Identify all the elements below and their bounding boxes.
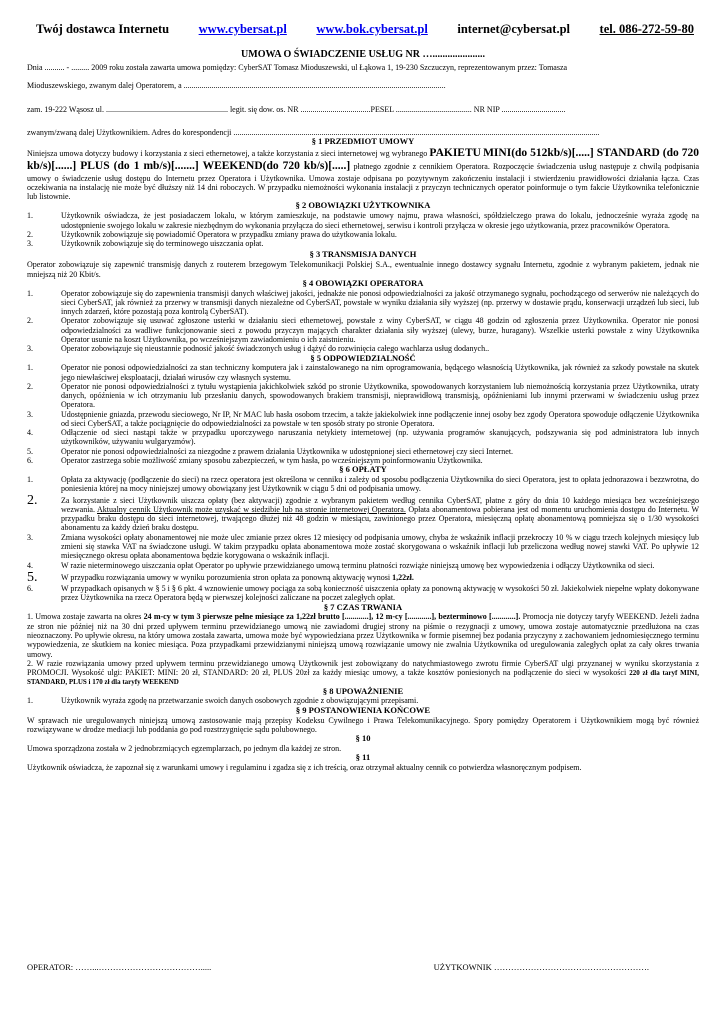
list-item: [27, 456, 699, 465]
item-number: 3.: [27, 239, 33, 249]
s6-list: [27, 475, 699, 602]
section-heading: § 6 OPŁATY: [339, 464, 387, 475]
item-text: W razie nieterminowego uiszczania opłat Operator po upływie przewidzianego umową terminu płatności rozwiąże niniejszą umowę bez wypowiedzenia i odłączy Użytkownika od sieci.: [61, 560, 655, 570]
item-text: Użytkownik zobowiązuje się do terminowego uiszczania opłat.: [61, 239, 264, 249]
phone-number: tel. 086-272-59-80: [599, 22, 694, 36]
section-heading: § 3 TRANSMISJA DANYCH: [309, 249, 417, 260]
item-text: Udostępnienie gniazda, przewodu sieciowego, Nr IP, Nr MAC lub hasła osobom trzecim, a także jakiekolwiek inne podłączenie innej osoby bez zgody Operatora spowoduje odłączenie Użytkownika od sieci CyberSAT, a także pociągnięcie do odpowiedzialności za powstałe w ten sposób straty po stronie Operatora.: [61, 409, 699, 428]
item-number: 1.: [27, 211, 33, 221]
s1-package-options: MINI(do 512kb/s)[.....] STANDARD (do 720 kb/s)[......] PLUS (do 1 mb/s)[.......] WEEKEND(do 720 kb/s)[.....]: [27, 147, 699, 173]
intro-line-4: zwanym/zwaną dalej Użytkownikiem. Adres do korespondencji .......................................................................................................................................................................................: [27, 127, 600, 137]
s1-paragraph: [27, 147, 699, 201]
item-number: 1.: [27, 696, 33, 706]
s8-list: [27, 696, 699, 705]
contract-body: [0, 37, 724, 773]
s10-paragraph: Umowa sporządzona została w 2 jednobrzmiących egzemplarzach, po jednym dla każdej ze stron.: [27, 743, 342, 753]
list-item: [27, 475, 699, 494]
item-number: 2.: [27, 229, 33, 239]
s1-text-b: płatnego zgodnie z cennikiem Operatora. Rozpoczęcie świadczenia usług następuje z chwilą podpisania umowy o świadczenie usług dostępu do Internetu przez Operatora i Użytkownika. Umowa zostaje odpisana po pozytywnym zakończeniu instalacji i stwierdzeniu prawidłowości działania łącza. Czas oczekiwania na instalację nie może być dłuższy niż 14 dni roboczych. W przypadku niemożności wykonania instalacji z przyczyn technicznych operator poinformuje o tym fakcie Użytkownika telefonicznie lub listownie.: [27, 162, 699, 202]
section-heading: § 8 UPOWAŻNIENIE: [322, 685, 404, 696]
item-text: Operator zobowiązuje się nieustannie podnosić jakość świadczonych usług i dążyć do rozwinięcia całego wachlarza usług dodanych..: [61, 344, 490, 354]
s7-paragraph-1: [27, 612, 699, 658]
section-heading: § 2 OBOWIĄZKI UŻYTKOWNIKA: [295, 200, 431, 211]
section-heading: § 7 CZAS TRWANIA: [323, 601, 403, 612]
item-text: Użytkownik zobowiązuje się powiadomić Operatora w przypadku zmiany prawa do użytkowania lokalu.: [61, 229, 397, 239]
item-number: 1.: [27, 288, 33, 298]
s5-list: [27, 363, 699, 465]
item-text: W przypadkach opisanych w § 5 i § 6 pkt. 4 wznowienie umowy pociąga za sobą konieczność uiszczenia opłaty za ponowną aktywację w wysokości 50 zł. Jakiekolwiek niepełne wpłaty dokonywane przez Użytkownika na rzecz Operatora będą w pierwszej kolejności zaliczane na poczet zaległych opłat.: [61, 584, 699, 603]
list-item: [27, 533, 699, 561]
pricelist-note: Aktualny cennik Użytkownik może uzyskać w siedzibie lub na stronie internetowej Operatora.: [97, 504, 406, 514]
s2-list: [27, 211, 699, 248]
list-item: [27, 447, 699, 456]
email-address: internet@cybersat.pl: [457, 22, 571, 36]
item-text: W przypadku rozwiązania umowy w wyniku porozumienia stron opłata za ponowną aktywację wynosi: [61, 572, 391, 582]
operator-signature-line: OPERATOR: ……...……………………………….....: [27, 962, 212, 972]
list-item: [27, 316, 699, 344]
item-text: Operator nie ponosi odpowiedzialności za stan techniczny komputera jak i zainstalowanego na nim oprogramowania, będącego własnością Użytkownika, jak również za szkody powstałe na skutek jego niewłaściwej eksploatacji, działań wirusów czy własnych systemu.: [61, 363, 699, 382]
list-item: [27, 289, 699, 317]
intro-line-3: zam. 19-222 Wąsosz ul. ............................................................. legit. się dow. os. NR ...................................PESEL ...................................... NR NIP ................................: [27, 104, 566, 114]
s4-list: [27, 289, 699, 354]
item-number: 4.: [27, 428, 33, 438]
intro-line-2: Mioduszewskiego, zwanym dalej Operatorem, a ...................................................................................................................................: [27, 81, 446, 91]
list-item: [27, 428, 699, 447]
contract-title: UMOWA O ŚWIADCZENIE USŁUG NR ….....................: [241, 48, 485, 60]
provider-slogan: Twój dostawca Internetu: [36, 22, 170, 36]
s1-package-label: PAKIETU: [429, 147, 481, 160]
s1-text-a: Niniejsza umowa dotyczy budowy i korzystania z sieci ethernetowej, a także korzystania z sieci internetowej wg wybranego: [27, 149, 428, 159]
s7-text: 2. W razie rozwiązania umowy przed upływem terminu przewidzianego umową Użytkownik jest zobowiązany do natychmiastowego zwrotu firmie CyberSAT ulgi przyznanej w wyniku skorzystania z PROMOCJI. Wysokość ulgi: PAKIET: MINI: 20 zł, STANDARD: 20 zł, PLUS 20zł za każdy miesiąc umowy, a także kosztów poniesionych na podłączenie do sieci w wysokości: [27, 658, 699, 678]
item-number: 2.: [27, 492, 38, 508]
list-item: [27, 584, 699, 603]
user-signature-line: UŻYTKOWNIK ……………………………………………….: [433, 962, 649, 972]
item-number: 3.: [27, 532, 33, 542]
section-heading: § 10: [355, 733, 371, 744]
item-number: 6.: [27, 456, 33, 466]
item-text: Operator nie ponosi odpowiedzialności z tytułu wystąpienia jakichkolwiek szkód po stronie Użytkownika, spowodowanych korzystaniem lub niemożnością korzystania przez Użytkownika, utraty danych, opóźnienia w ich otrzymaniu lub przesłaniu danych, spowodowanych brakiem transmisji, nieprawidłową transmisją, opóźnieniami lub innymi przerwami w świadczeniu usług przez Operatora.: [61, 381, 699, 410]
section-heading: § 4 OBOWIĄZKI OPERATORA: [302, 277, 424, 288]
website-link[interactable]: www.cybersat.pl: [198, 22, 287, 36]
list-item: [27, 211, 699, 230]
item-number: 2.: [27, 316, 33, 326]
list-item: [27, 230, 699, 239]
list-item: [27, 344, 699, 353]
item-text: Operator nie ponosi odpowiedzialności za niezgodne z prawem działania Użytkownika w udostępnionej sieci ethernetowej czy sieci Internet.: [61, 446, 514, 456]
section-heading: § 9 POSTANOWIENIA KOŃCOWE: [295, 704, 431, 715]
item-text: Użytkownik oświadcza, że jest posiadaczem lokalu, w którym zamieszkuje, na podstawie umowy najmu, prawa własności, spółdzielczego prawa do lokalu, jednocześnie wyraża zgodę na udostępnienie swojego lokalu w zakresie niezbędnym do wykonania przyłącza do sieci ethernetowej, serwisu i kontroli przyłącza w okresie jego użytkowania, przez pracowników Operatora.: [61, 211, 699, 230]
reactivation-fee: 1,22zł.: [392, 572, 414, 582]
s7-text: Promocja nie dotyczy taryfy WEEKEND. Jeżeli żadna ze stron nie później niż na 30 dni przed upływem terminu przewidzianego umową nie zawiadomi drugiej strony na piśmie o rezygnacji z umowy, umowa zostaje automatycznie przedłużona na czas nieoznaczony. Po upływie okresu, na który umowa została zawarta, umowa może być wypowiedziana przez Użytkownika w formie pisemnej bez podania przyczyny z zachowaniem jednomiesięcznego terminu wypowiedzenia, ze skutkiem na koniec miesiąca. Poza przypadkami przewidzianymi niniejszą umową rozwiązanie umowy nie zwalnia Użytkownika od uregulowania zaległych opłat za cały okres trwania umowy.: [27, 612, 699, 659]
connection-cost: 220 zł dla taryf MINI, STANDARD, PLUS i 170 zł dla taryfy WEEKEND: [27, 669, 699, 687]
item-text: Za korzystanie z sieci Użytkownik uiszcza opłaty (bez aktywacji) zgodnie z wybranym pakietem według cennika CyberSAT, płatne z góry do dnia 10 każdego miesiąca bez wcześniejszego wezwania.: [61, 495, 699, 514]
item-number: 1.: [27, 475, 33, 485]
bok-link[interactable]: www.bok.cybersat.pl: [316, 22, 428, 36]
list-item: [27, 569, 699, 585]
item-number: 5.: [27, 446, 33, 456]
item-text: Opłata za aktywację (podłączenie do sieci) na rzecz operatora jest określona w cenniku i zależy od sposobu podłączenia Użytkownika do sieci Operatora, jest to opłata jednorazowa i bezzwrotna, do poniesienia której na mocy niniejszej umowy obowiązany jest Użytkownik w ciągu 5 dni od podpisania umowy.: [61, 475, 699, 494]
item-number: 4.: [27, 560, 33, 570]
list-item: [27, 382, 699, 410]
item-text: Operator zobowiązuje się do zapewnienia transmisji danych właściwej jakości, jednakże nie ponosi odpowiedzialności za jakość otrzymanego sygnału, pochodzącego od serwerów nie należących do sieci CyberSAT, jak również za przerwy w transmisji danych niezależne od CyberSAT, powstałe w wyniku działania siły wyższej (np. przerwy w dostawie prądu, konserwacji urządzeń lub sieci, lub innych zdarzeń, które pozostają poza kontrolą CyberSAT).: [61, 288, 699, 317]
list-item: [27, 492, 699, 533]
item-text: Odłączenie od sieci nastąpi także w przypadku uporczywego naruszania netykiety internetowej (np. używania programów skanujących, podszywania się pod administratora lub innych użytkowników, używaniu wulgaryzmów).: [61, 428, 699, 447]
s3-paragraph: Operator zobowiązuje się zapewnić transmisję danych z routerem brzegowym Telekomunikacji Polskiej S.A., ewentualnie innego dostawcy sygnału Internetu, zgodnie z wybranym pakietem, jednak nie mniejszą niż 20 Kbit/s.: [27, 260, 699, 279]
item-number: 5.: [27, 569, 38, 585]
list-item: [27, 363, 699, 382]
item-text: Zmiana wysokości opłaty abonamentowej nie może ulec zmianie przez okres 12 miesięcy od podpisania umowy, chyba że wskaźnik inflacji przekroczy 10 % w ciągu trzech kolejnych miesięcy lub zmieni się stawka VAT na świadczone usługi. W takim przypadku opłata abonamentowa może zostać skorygowana o wskaźnik inflacji lub przeliczona według nowej stawki VAT. Po upływie 12 miesięcznego okresu opłata abonamentowa będzie korygowana o wskaźnik inflacji.: [61, 532, 699, 561]
list-item: [27, 696, 699, 705]
s11-paragraph: Użytkownik oświadcza, że zapoznał się z warunkami umowy i regulaminu i zgadza się z ich treścią, oraz otrzymał aktualny cennik co potwierdza własnoręcznym podpisem.: [27, 763, 582, 773]
letterhead: [0, 0, 724, 37]
item-number: 2.: [27, 381, 33, 391]
s9-paragraph: W sprawach nie uregulowanych niniejszą umową zastosowanie mają przepisy Kodeksu Cywilnego i Prawa Telekomunikacyjnego. Spory pomiędzy Operatorem i Użytkownikiem mogą być również rozwiązywane w drodze mediacji lub poddania go pod rozstrzygnięcie sądu polubownego.: [27, 715, 699, 734]
section-heading: § 5 ODPOWIEDZIALNOŚĆ: [310, 352, 416, 363]
item-text: Opłata abonamentowa pobierana jest od momentu uruchomienia dostępu do Internetu. W przypadku braku dostępu do sieci internetowej, trwającego dłużej niż 48 godzin w miesiącu, zawinionego przez Operatora, miesięczną opłatę abonamentową pomniejsza się o 1/30 wysokości abonamentu za każdy dzień braku dostępu.: [61, 504, 699, 533]
item-text: Użytkownik wyraża zgodę na przetwarzanie swoich danych osobowych zgodnie z obowiązującymi przepisami.: [61, 696, 419, 706]
section-heading: § 11: [355, 752, 371, 763]
section-heading: § 1 PRZEDMIOT UMOWY: [311, 136, 415, 147]
item-number: 3.: [27, 409, 33, 419]
signature-block: [27, 963, 699, 973]
item-number: 1.: [27, 363, 33, 373]
list-item: [27, 410, 699, 429]
item-text: Operator zobowiązuje się usuwać zgłoszone usterki w działaniu sieci ethernetowej, powstałe z winy CyberSAT, w ciągu 48 godzin od zgłoszenia przez Użytkownika. Operator nie ponosi odpowiedzialności za wadliwe funkcjonowanie sieci z powodu przyczyn mających charakter działania siły wyższej (ulewy, burze, huragany). Wszelkie usterki powstałe z winy Użytkownika Operator usunie na koszt Użytkownika, po wcześniejszym zawiadomieniu o ich zaistnieniu.: [61, 316, 699, 344]
list-item: [27, 239, 699, 248]
item-text: Operator zastrzega sobie możliwość zmiany sposobu zabezpieczeń, w tym hasła, po wcześniejszym poinformowaniu Użytkownika.: [61, 456, 483, 466]
item-number: 6.: [27, 584, 33, 594]
item-number: 3.: [27, 344, 33, 354]
s7-text: 1. Umowa zostaje zawarta na okres: [27, 612, 142, 622]
s7-paragraph-2: [27, 659, 699, 687]
list-item: [27, 561, 699, 570]
s7-term-options: 24 m-cy w tym 3 pierwsze pełne miesiące za 1,22zł brutto [............], 12 m-cy [............], bezterminowo [............].: [143, 612, 521, 622]
intro-line-1: Dnia .......... - ......... 2009 roku została zawarta umowa pomiędzy: CyberSAT Tomasz Mioduszewski, ul Łąkowa 1, 19-230 Szczuczyn, reprezentowanym przez: Tomasza: [27, 63, 568, 73]
